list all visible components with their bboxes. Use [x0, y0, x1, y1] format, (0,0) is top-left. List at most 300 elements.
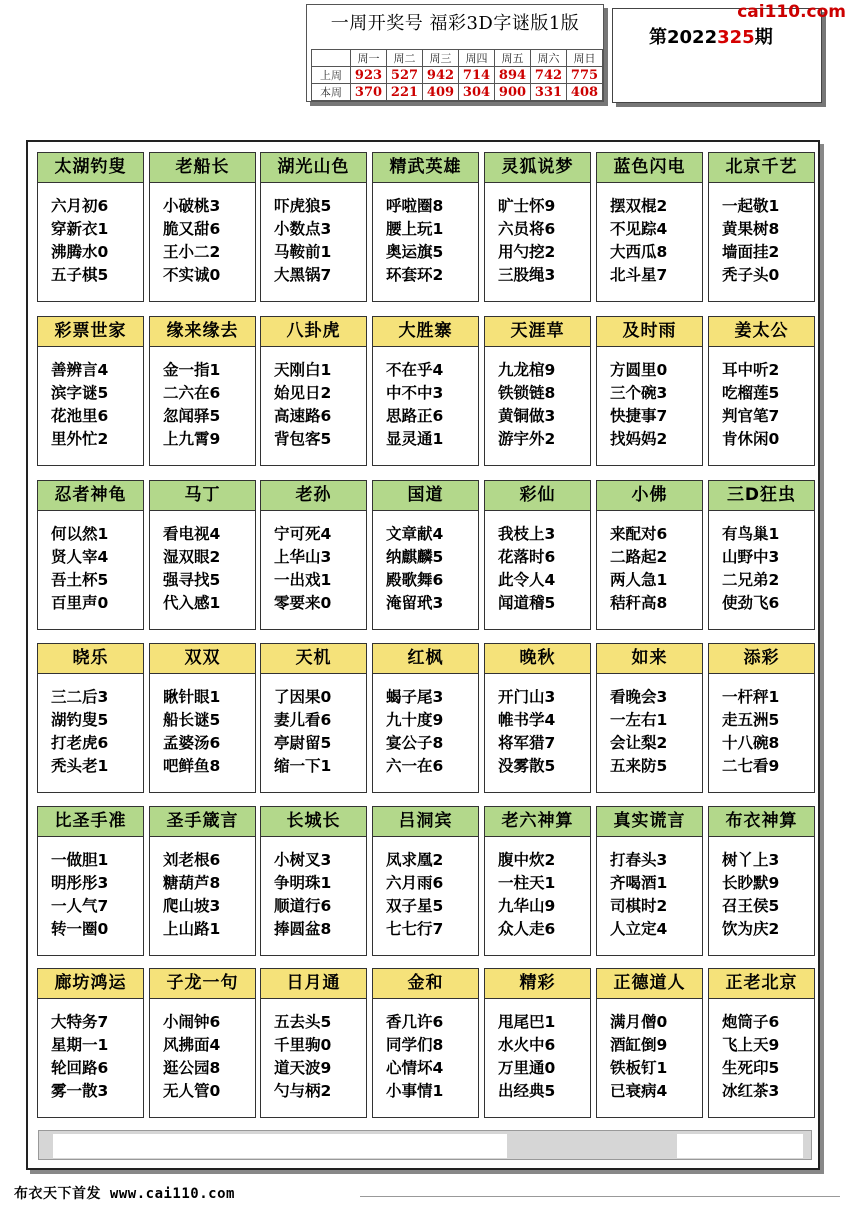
- riddle-entry: 山野中3: [722, 548, 780, 566]
- riddle-entry: 何以然1: [51, 525, 109, 543]
- riddle-entry: 吧鲜鱼8: [163, 757, 221, 775]
- riddle-entry: 五来防5: [610, 757, 668, 775]
- puzzle-cell: [37, 806, 144, 956]
- riddle-entry: 一柱天1: [498, 874, 556, 892]
- riddle-entry: 风拂面4: [163, 1036, 221, 1054]
- riddle-entry: 已衰病4: [610, 1082, 668, 1100]
- draw-number: 742: [531, 67, 567, 84]
- riddle-entry: 背包客5: [274, 430, 332, 448]
- cell-author-title: 廊坊鸿运: [38, 969, 143, 999]
- puzzle-cell: [260, 968, 367, 1118]
- riddle-entry: 九华山9: [498, 897, 556, 915]
- riddle-list: [498, 359, 555, 451]
- puzzle-cell: [484, 152, 591, 302]
- riddle-entry: 走五洲5: [722, 711, 780, 729]
- riddle-entry: 糖葫芦8: [163, 874, 221, 892]
- cell-author-title: 金和: [373, 969, 478, 999]
- riddle-list: [610, 359, 667, 451]
- cell-author-title: 及时雨: [597, 317, 702, 347]
- riddle-entry: 船长谜5: [163, 711, 221, 729]
- riddle-list: [163, 1011, 220, 1103]
- riddle-entry: 脆又甜6: [163, 220, 221, 238]
- riddle-entry: 二六在6: [163, 384, 221, 402]
- riddle-list: [498, 849, 555, 941]
- riddle-entry: 勺与柄2: [274, 1082, 332, 1100]
- riddle-entry: 宁可死4: [274, 525, 332, 543]
- riddle-entry: 铁锁链8: [498, 384, 556, 402]
- riddle-entry: 代入感1: [163, 594, 221, 612]
- cell-author-title: 八卦虎: [261, 317, 366, 347]
- puzzle-cell: [372, 806, 479, 956]
- riddle-entry: 万里通0: [498, 1059, 556, 1077]
- riddle-entry: 滨字谜5: [51, 384, 109, 402]
- riddle-entry: 轮回路6: [51, 1059, 109, 1077]
- riddle-entry: 黄果树8: [722, 220, 780, 238]
- riddle-entry: 一杆秤1: [722, 688, 780, 706]
- riddle-entry: 忽闻驿5: [163, 407, 221, 425]
- puzzle-cell: [708, 643, 815, 793]
- puzzle-cell: [149, 643, 256, 793]
- draw-number: 527: [387, 67, 423, 84]
- riddle-entry: 腹中炊2: [498, 851, 556, 869]
- day-header-row: [312, 50, 603, 67]
- last-week-row: [312, 67, 603, 84]
- riddle-entry: 二路起2: [610, 548, 668, 566]
- puzzle-cell: [37, 480, 144, 630]
- day-label: 周五: [495, 50, 531, 67]
- puzzle-cell: [372, 643, 479, 793]
- cell-author-title: 小佛: [597, 481, 702, 511]
- cell-author-title: 太湖钓叟: [38, 153, 143, 183]
- riddle-list: [386, 1011, 443, 1103]
- riddle-entry: 甩尾巴1: [498, 1013, 556, 1031]
- issue-number: 325: [717, 27, 755, 48]
- riddle-entry: 殿歌舞6: [386, 571, 444, 589]
- cell-author-title: 国道: [373, 481, 478, 511]
- riddle-entry: 孟婆汤6: [163, 734, 221, 752]
- cell-author-title: 蓝色闪电: [597, 153, 702, 183]
- riddle-list: [386, 195, 443, 287]
- puzzle-cell: [149, 968, 256, 1118]
- riddle-entry: 同学们8: [386, 1036, 444, 1054]
- puzzle-cell: [149, 806, 256, 956]
- riddle-entry: 小闹钟6: [163, 1013, 221, 1031]
- riddle-entry: 吃榴莲5: [722, 384, 780, 402]
- riddle-entry: 顺道行6: [274, 897, 332, 915]
- riddle-entry: 小事情1: [386, 1082, 444, 1100]
- issue-suffix: 期: [754, 27, 773, 48]
- riddle-entry: 六月初6: [51, 197, 109, 215]
- riddle-entry: 此令人4: [498, 571, 556, 589]
- draw-number: 775: [567, 67, 603, 84]
- riddle-list: [163, 195, 220, 287]
- riddle-entry: 三个碗3: [610, 384, 668, 402]
- riddle-entry: 高速路6: [274, 407, 332, 425]
- draw-number: 894: [495, 67, 531, 84]
- riddle-entry: 穿新衣1: [51, 220, 109, 238]
- riddle-entry: 善辨言4: [51, 361, 109, 379]
- cell-author-title: 大胜寨: [373, 317, 478, 347]
- cell-author-title: 真实谎言: [597, 807, 702, 837]
- riddle-list: [722, 523, 779, 615]
- puzzle-cell: [484, 316, 591, 466]
- issue-label: [649, 23, 773, 49]
- draw-results-box: [306, 4, 604, 102]
- draw-number: 409: [423, 84, 459, 101]
- riddle-entry: 上九霄9: [163, 430, 221, 448]
- riddle-entry: 三股绳3: [498, 266, 556, 284]
- riddle-list: [274, 195, 331, 287]
- puzzle-cell: [596, 968, 703, 1118]
- riddle-entry: 凤求凰2: [386, 851, 444, 869]
- riddle-list: [274, 849, 331, 941]
- riddle-entry: 星期一1: [51, 1036, 109, 1054]
- riddle-list: [386, 849, 443, 941]
- riddle-entry: 看电视4: [163, 525, 221, 543]
- riddle-list: [722, 686, 779, 778]
- draw-number: 923: [351, 67, 387, 84]
- riddle-entry: 上山路1: [163, 920, 221, 938]
- riddle-entry: 逛公园8: [163, 1059, 221, 1077]
- puzzle-cell: [708, 968, 815, 1118]
- cell-author-title: 老孙: [261, 481, 366, 511]
- riddle-entry: 使劲飞6: [722, 594, 780, 612]
- riddle-entry: 大黑锅7: [274, 266, 332, 284]
- riddle-entry: 环套环2: [386, 266, 444, 284]
- riddle-entry: 旷士怀9: [498, 197, 556, 215]
- riddle-entry: 中不中3: [386, 384, 444, 402]
- riddle-entry: 有鸟巢1: [722, 525, 780, 543]
- puzzle-cell: [596, 152, 703, 302]
- riddle-entry: 腰上玩1: [386, 220, 444, 238]
- riddle-entry: 沸腾水0: [51, 243, 109, 261]
- riddle-entry: 一起敬1: [722, 197, 780, 215]
- riddle-entry: 秃头老1: [51, 757, 109, 775]
- riddle-list: [274, 359, 331, 451]
- riddle-entry: 爬山坡3: [163, 897, 221, 915]
- row-label: 上周: [312, 67, 351, 84]
- riddle-entry: 瞅针眼1: [163, 688, 221, 706]
- riddle-entry: 了因果0: [274, 688, 332, 706]
- riddle-entry: 五去头5: [274, 1013, 332, 1031]
- cell-author-title: 正德道人: [597, 969, 702, 999]
- riddle-entry: 出经典5: [498, 1082, 556, 1100]
- riddle-entry: 生死印5: [722, 1059, 780, 1077]
- riddle-entry: 召王侯5: [722, 897, 780, 915]
- riddle-entry: 满月僧0: [610, 1013, 668, 1031]
- riddle-entry: 黄铜做3: [498, 407, 556, 425]
- puzzle-cell: [372, 316, 479, 466]
- riddle-list: [386, 359, 443, 451]
- puzzle-cell: [708, 480, 815, 630]
- draw-number: 370: [351, 84, 387, 101]
- riddle-list: [51, 523, 108, 615]
- riddle-list: [51, 849, 108, 941]
- riddle-entry: 淹留玳3: [386, 594, 444, 612]
- cell-author-title: 灵狐说梦: [485, 153, 590, 183]
- site-link[interactable]: cai110.com: [737, 2, 846, 22]
- riddle-entry: 六月雨6: [386, 874, 444, 892]
- riddle-list: [498, 686, 555, 778]
- riddle-list: [51, 686, 108, 778]
- cell-author-title: 天涯草: [485, 317, 590, 347]
- puzzle-cell: [372, 968, 479, 1118]
- puzzle-cell: [260, 152, 367, 302]
- riddle-list: [610, 849, 667, 941]
- riddle-entry: 一出戏1: [274, 571, 332, 589]
- riddle-entry: 将军猎7: [498, 734, 556, 752]
- riddle-entry: 方圆里0: [610, 361, 668, 379]
- footer-blank-right: [677, 1134, 803, 1158]
- riddle-entry: 会让梨2: [610, 734, 668, 752]
- riddle-entry: 炮筒子6: [722, 1013, 780, 1031]
- puzzle-cell: [708, 316, 815, 466]
- cell-author-title: 彩仙: [485, 481, 590, 511]
- puzzle-cell: [596, 806, 703, 956]
- puzzle-cell: [37, 316, 144, 466]
- riddle-entry: 缩一下1: [274, 757, 332, 775]
- riddle-entry: 道天波9: [274, 1059, 332, 1077]
- riddle-entry: 奥运旗5: [386, 243, 444, 261]
- riddle-list: [722, 1011, 779, 1103]
- puzzle-cell: [484, 480, 591, 630]
- riddle-entry: 百里声0: [51, 594, 109, 612]
- riddle-entry: 摆双棍2: [610, 197, 668, 215]
- corner-cell: [312, 50, 351, 67]
- riddle-entry: 王小二2: [163, 243, 221, 261]
- day-label: 周六: [531, 50, 567, 67]
- riddle-entry: 湿双眼2: [163, 548, 221, 566]
- riddle-list: [610, 1011, 667, 1103]
- riddle-list: [163, 359, 220, 451]
- riddle-entry: 不在乎4: [386, 361, 444, 379]
- riddle-entry: 明彤彤3: [51, 874, 109, 892]
- riddle-entry: 打春头3: [610, 851, 668, 869]
- riddle-entry: 花池里6: [51, 407, 109, 425]
- riddle-entry: 纳麒麟5: [386, 548, 444, 566]
- riddle-entry: 帷书学4: [498, 711, 556, 729]
- cell-author-title: 北京千艺: [709, 153, 814, 183]
- puzzle-cell: [372, 152, 479, 302]
- riddle-entry: 花落时6: [498, 548, 556, 566]
- riddle-entry: 饮为庆2: [722, 920, 780, 938]
- riddle-entry: 六员将6: [498, 220, 556, 238]
- issue-box: [612, 8, 822, 103]
- riddle-entry: 一左右1: [610, 711, 668, 729]
- riddle-entry: 二兄弟2: [722, 571, 780, 589]
- puzzle-cell: [37, 643, 144, 793]
- riddle-list: [498, 523, 555, 615]
- cell-author-title: 正老北京: [709, 969, 814, 999]
- riddle-entry: 思路正6: [386, 407, 444, 425]
- riddle-entry: 心情坏4: [386, 1059, 444, 1077]
- draw-number: 304: [459, 84, 495, 101]
- cell-author-title: 姜太公: [709, 317, 814, 347]
- puzzle-cell: [37, 968, 144, 1118]
- draw-number: 900: [495, 84, 531, 101]
- row-label: 本周: [312, 84, 351, 101]
- riddle-entry: 大特务7: [51, 1013, 109, 1031]
- cell-author-title: 添彩: [709, 644, 814, 674]
- cell-author-title: 长城长: [261, 807, 366, 837]
- cell-author-title: 三D狂虫: [709, 481, 814, 511]
- cell-author-title: 精武英雄: [373, 153, 478, 183]
- riddle-entry: 显灵通1: [386, 430, 444, 448]
- riddle-entry: 二七看9: [722, 757, 780, 775]
- riddle-entry: 五子棋5: [51, 266, 109, 284]
- riddle-entry: 强寻找5: [163, 571, 221, 589]
- riddle-entry: 小破桃3: [163, 197, 221, 215]
- cell-author-title: 晓乐: [38, 644, 143, 674]
- riddle-entry: 树丫上3: [722, 851, 780, 869]
- cell-author-title: 子龙一句: [150, 969, 255, 999]
- footer-blank-left: [53, 1134, 507, 1158]
- draw-number: 408: [567, 84, 603, 101]
- cell-author-title: 精彩: [485, 969, 590, 999]
- riddle-list: [274, 1011, 331, 1103]
- day-label: 周一: [351, 50, 387, 67]
- draw-number: 714: [459, 67, 495, 84]
- riddle-entry: 七七行7: [386, 920, 444, 938]
- riddle-list: [51, 1011, 108, 1103]
- cell-author-title: 天机: [261, 644, 366, 674]
- cell-author-title: 湖光山色: [261, 153, 366, 183]
- riddle-entry: 肯休闲0: [722, 430, 780, 448]
- riddle-entry: 飞上天9: [722, 1036, 780, 1054]
- riddle-list: [722, 849, 779, 941]
- riddle-entry: 开门山3: [498, 688, 556, 706]
- riddle-entry: 香几许6: [386, 1013, 444, 1031]
- riddle-entry: 小树叉3: [274, 851, 332, 869]
- riddle-entry: 天刚白1: [274, 361, 332, 379]
- riddle-entry: 宴公子8: [386, 734, 444, 752]
- riddle-entry: 九十度9: [386, 711, 444, 729]
- riddle-entry: 冰红茶3: [722, 1082, 780, 1100]
- riddle-entry: 快捷事7: [610, 407, 668, 425]
- riddle-entry: 司棋时2: [610, 897, 668, 915]
- puzzle-cell: [708, 806, 815, 956]
- riddle-entry: 两人急1: [610, 571, 668, 589]
- cell-author-title: 比圣手准: [38, 807, 143, 837]
- riddle-entry: 打老虎6: [51, 734, 109, 752]
- riddle-entry: 墙面挂2: [722, 243, 780, 261]
- riddle-list: [274, 523, 331, 615]
- puzzle-cell: [260, 806, 367, 956]
- riddle-entry: 齐喝酒1: [610, 874, 668, 892]
- footer-bar: [38, 1130, 812, 1160]
- riddle-entry: 妻儿看6: [274, 711, 332, 729]
- riddle-list: [51, 359, 108, 451]
- riddle-entry: 转一圈0: [51, 920, 109, 938]
- riddle-entry: 三二后3: [51, 688, 109, 706]
- puzzle-cell: [596, 316, 703, 466]
- riddle-list: [610, 195, 667, 287]
- riddle-entry: 众人走6: [498, 920, 556, 938]
- riddle-list: [163, 686, 220, 778]
- riddle-entry: 秃子头0: [722, 266, 780, 284]
- puzzle-cell: [484, 968, 591, 1118]
- riddle-entry: 用勺挖2: [498, 243, 556, 261]
- cell-author-title: 双双: [150, 644, 255, 674]
- riddle-list: [498, 195, 555, 287]
- riddle-entry: 铁板钉1: [610, 1059, 668, 1077]
- day-label: 周日: [567, 50, 603, 67]
- riddle-entry: 亭尉留5: [274, 734, 332, 752]
- puzzle-cell: [260, 316, 367, 466]
- riddle-list: [386, 523, 443, 615]
- riddle-list: [163, 849, 220, 941]
- cell-author-title: 老船长: [150, 153, 255, 183]
- riddle-entry: 呼啦圈8: [386, 197, 444, 215]
- riddle-entry: 北斗星7: [610, 266, 668, 284]
- riddle-entry: 上华山3: [274, 548, 332, 566]
- riddle-entry: 零要来0: [274, 594, 332, 612]
- cell-author-title: 忍者神龟: [38, 481, 143, 511]
- puzzle-cell: [596, 480, 703, 630]
- riddle-entry: 九龙棺9: [498, 361, 556, 379]
- riddle-entry: 看晚会3: [610, 688, 668, 706]
- draw-results-table: [311, 49, 603, 101]
- riddle-entry: 秸秆高8: [610, 594, 668, 612]
- riddle-entry: 吾土杯5: [51, 571, 109, 589]
- puzzle-cell: [149, 480, 256, 630]
- footer-credit: 布衣天下首发 www.cai110.com: [14, 1186, 235, 1202]
- this-week-row: [312, 84, 603, 101]
- riddle-entry: 始见日2: [274, 384, 332, 402]
- riddle-entry: 小数点3: [274, 220, 332, 238]
- riddle-entry: 不实诚0: [163, 266, 221, 284]
- riddle-entry: 找妈妈2: [610, 430, 668, 448]
- cell-author-title: 马丁: [150, 481, 255, 511]
- riddle-list: [498, 1011, 555, 1103]
- riddle-entry: 文章献4: [386, 525, 444, 543]
- puzzle-cell: [149, 152, 256, 302]
- footer-divider: [360, 1196, 840, 1197]
- riddle-list: [163, 523, 220, 615]
- cell-author-title: 布衣神算: [709, 807, 814, 837]
- riddle-entry: 雾一散3: [51, 1082, 109, 1100]
- cell-author-title: 晚秋: [485, 644, 590, 674]
- riddle-entry: 无人管0: [163, 1082, 221, 1100]
- riddle-entry: 马鞍前1: [274, 243, 332, 261]
- riddle-entry: 一人气7: [51, 897, 109, 915]
- cell-author-title: 如来: [597, 644, 702, 674]
- day-label: 周三: [423, 50, 459, 67]
- puzzle-cell: [596, 643, 703, 793]
- riddle-entry: 六一在6: [386, 757, 444, 775]
- riddle-entry: 判官笔7: [722, 407, 780, 425]
- cell-author-title: 吕洞宾: [373, 807, 478, 837]
- riddle-entry: 长眇默9: [722, 874, 780, 892]
- riddle-list: [274, 686, 331, 778]
- draw-number: 331: [531, 84, 567, 101]
- issue-prefix: 第2022: [649, 27, 718, 48]
- cell-author-title: 红枫: [373, 644, 478, 674]
- riddle-entry: 没雾散5: [498, 757, 556, 775]
- puzzle-cell: [484, 806, 591, 956]
- puzzle-cell: [260, 480, 367, 630]
- riddle-list: [386, 686, 443, 778]
- riddle-entry: 十八碗8: [722, 734, 780, 752]
- day-label: 周四: [459, 50, 495, 67]
- puzzle-cell: [149, 316, 256, 466]
- riddle-entry: 游宇外2: [498, 430, 556, 448]
- riddle-entry: 不见踪4: [610, 220, 668, 238]
- draw-number: 942: [423, 67, 459, 84]
- puzzle-cell: [372, 480, 479, 630]
- cell-author-title: 缘来缘去: [150, 317, 255, 347]
- riddle-entry: 我枝上3: [498, 525, 556, 543]
